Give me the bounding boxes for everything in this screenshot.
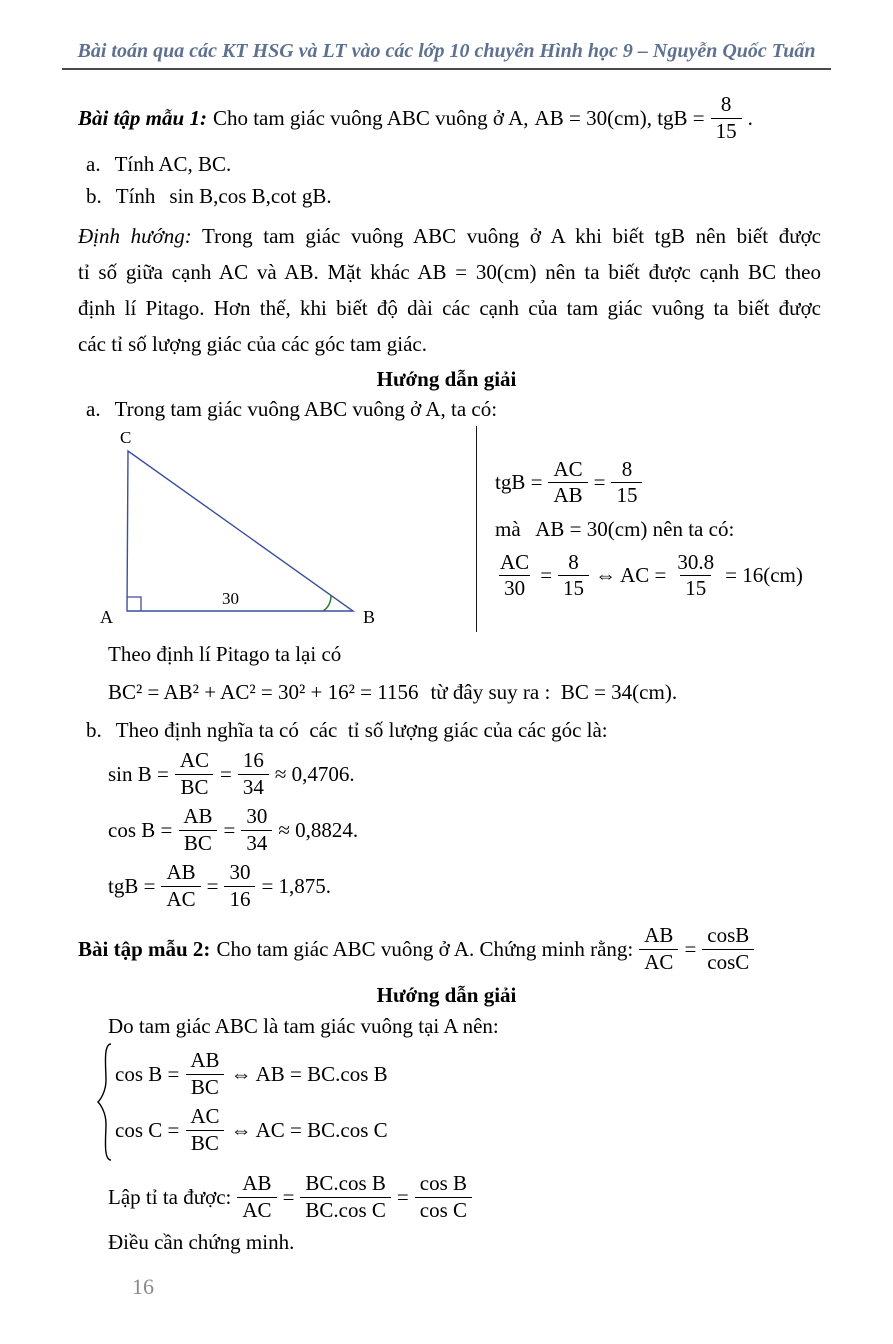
exercise-2-statement: Bài tập mẫu 2: Cho tam giác ABC vuông ở A. Chứng minh rằng: $\frac{AB}{AC}$ = $\frac{\cos B}{\cos C}$	[78, 920, 831, 978]
hint-line-4: các tỉ số lượng giác của các góc tam giác.	[78, 332, 427, 357]
exercise-1-label: Bài tập mẫu 1:	[78, 105, 207, 130]
fraction-ac-ab: $\frac{AC}{AB}$	[548, 457, 587, 509]
tg-line: tgB = $\frac{AB}{AC}$ = $\frac{30}{16}$ = 1,875.	[108, 860, 332, 911]
fraction-8-15: $\frac{8}{15}$	[711, 92, 742, 144]
item-a	[86, 150, 893, 178]
pitago-text: Theo định lí Pitago ta lại có	[108, 642, 342, 667]
fraction-ac-bc-2: $\frac{AC}{BC}$	[185, 1104, 224, 1156]
page-number: 16	[132, 1274, 154, 1300]
solution-1a-line	[86, 394, 893, 424]
hint-line-3: định lí Pitago. Hơn thế, khi biết độ dài các cạnh của tam giác vuông ta biết được	[78, 296, 821, 321]
fraction-ab-ac-2: $\frac{AB}{AC}$	[639, 923, 678, 975]
item-b-text: Tính	[115, 183, 156, 208]
exercise-1-period: .	[747, 105, 753, 130]
fraction-8-15-c: $\frac{8}{15}$	[558, 550, 589, 602]
solution-1-title: Hướng dẫn giải	[376, 367, 517, 392]
hint-paragraph	[78, 218, 821, 362]
sin-line: sin B = $\frac{AC}{BC}$ = $\frac{16}{34}$ ≈ 0,4706.	[108, 748, 355, 799]
item-a-text: Tính AC, BC.	[114, 151, 232, 176]
math-ac-solve-line: $\frac{AC}{30}$ = $\frac{8}{15}$ ⇔ AC = $\frac{30.8}{15}$ = 16(cm)	[495, 550, 803, 602]
fraction-ab-bc: $\frac{AB}{BC}$	[178, 804, 217, 856]
fraction-ab-bc-2: $\frac{AB}{BC}$	[185, 1048, 224, 1100]
system-line-1: cos B = $\frac{AB}{BC}$ ⇔ AB = BC.cos B	[115, 1048, 388, 1099]
figure-math-column	[477, 424, 803, 634]
solution-1b-text: Theo định nghĩa ta có các tỉ số lượng giác của các góc là:	[115, 717, 608, 742]
item-b-marker: b.	[86, 183, 102, 208]
system-rows	[115, 1046, 388, 1158]
fraction-ab-ac: $\frac{AB}{AC}$	[161, 860, 200, 912]
vertex-label-c: C	[120, 428, 132, 448]
system-line-2: cos C = $\frac{AC}{BC}$ ⇔ AC = BC.cos C	[115, 1104, 388, 1155]
exercise-1-math: AB = 30(cm), tgB =	[534, 105, 705, 130]
hint-line-1: Định hướng: Trong tam giác vuông ABC vuông ở A khi biết tgB nên biết được	[78, 224, 822, 249]
pitago-tail: từ đây suy ra : BC = 34(cm).	[430, 679, 678, 704]
page-header	[62, 40, 831, 70]
figure-row	[70, 424, 893, 634]
side-length-label: 30	[222, 589, 239, 609]
math-tgb-line: tgB = $\frac{AC}{AB}$ = $\frac{8}{15}$	[495, 457, 803, 509]
exercise-1-text: Cho tam giác vuông ABC vuông ở A,	[212, 105, 529, 130]
solution-2-intro: Do tam giác ABC là tam giác vuông tại A nên:	[108, 1013, 499, 1038]
fraction-ac-30: $\frac{AC}{30}$	[500, 549, 530, 601]
fraction-cosb-cosc-2: $\frac{\text{cos B}}{\text{cos C}}$	[415, 1171, 472, 1223]
fraction-8-15-b: $\frac{8}{15}$	[611, 457, 642, 509]
hint-line-2: tỉ số giữa cạnh AC và AB. Mặt khác AB = 30(cm) nên ta biết được cạnh BC theo	[78, 260, 821, 285]
angle-mark-b	[323, 595, 331, 611]
solution-1b-marker: b.	[86, 717, 102, 742]
fraction-308-15: $\frac{30.8}{15}$	[677, 549, 715, 601]
math-ma-line: mà AB = 30(cm) nên ta có:	[495, 516, 735, 541]
header-title: Bài toán qua các KT HSG và LT vào các lớp 10 chuyên Hình học 9 – Nguyễn Quốc Tuấn	[77, 40, 816, 62]
fraction-bccosb-bccosc: $\frac{\text{BC.cos B}}{\text{BC.cos C}}$	[300, 1171, 391, 1223]
fraction-ac-bc: $\frac{AC}{BC}$	[175, 748, 214, 800]
exercise-1-statement	[78, 92, 827, 144]
vertex-label-a: A	[100, 607, 113, 628]
conclusion-text: Điều cần chứng minh.	[108, 1229, 295, 1254]
pitago-math: BC² = AB² + AC² = 30² + 16² = 1156	[108, 679, 419, 704]
right-angle-mark	[127, 597, 141, 611]
fraction-30-34: $\frac{30}{34}$	[241, 804, 272, 856]
exercise-2-text: Cho tam giác ABC vuông ở A. Chứng minh rằng:	[216, 936, 634, 961]
item-a-marker: a.	[86, 151, 101, 176]
solution-1a-text: Trong tam giác vuông ABC vuông ở A, ta có:	[114, 396, 498, 421]
vertex-label-b: B	[363, 607, 376, 628]
ratio-label: Lập tỉ ta được:	[108, 1184, 232, 1209]
ratio-line: Lập tỉ ta được: $\frac{AB}{AC}$ = $\frac{\text{BC.cos B}}{\text{BC.cos C}}$ = $\frac{\text{cos B}}{\text{cos C}}$	[108, 1168, 893, 1226]
pitago-math-line	[108, 676, 893, 708]
item-b	[86, 182, 893, 210]
fraction-ab-ac-3: $\frac{AB}{AC}$	[237, 1171, 276, 1223]
fraction-cosb-cosc: $\frac{\cos B}{\cos C}$	[702, 923, 754, 975]
cos-line: cos B = $\frac{AB}{BC}$ = $\frac{30}{34}$ ≈ 0,8824.	[108, 804, 359, 855]
hint-label: Định hướng:	[78, 224, 192, 249]
fraction-16-34: $\frac{16}{34}$	[238, 748, 269, 800]
item-b-math: sin B,cos B,cot gB.	[169, 183, 332, 208]
solution-1a-marker: a.	[86, 396, 101, 421]
triangle-outline	[127, 451, 353, 611]
solution-2-title: Hướng dẫn giải	[376, 983, 517, 1008]
fraction-30-16: $\frac{30}{16}$	[224, 860, 255, 912]
solution-1b-line	[86, 716, 893, 744]
equation-system	[95, 1042, 893, 1162]
exercise-2-label: Bài tập mẫu 2:	[78, 936, 211, 961]
system-brace-icon	[95, 1042, 115, 1162]
triangle-figure	[70, 424, 462, 634]
